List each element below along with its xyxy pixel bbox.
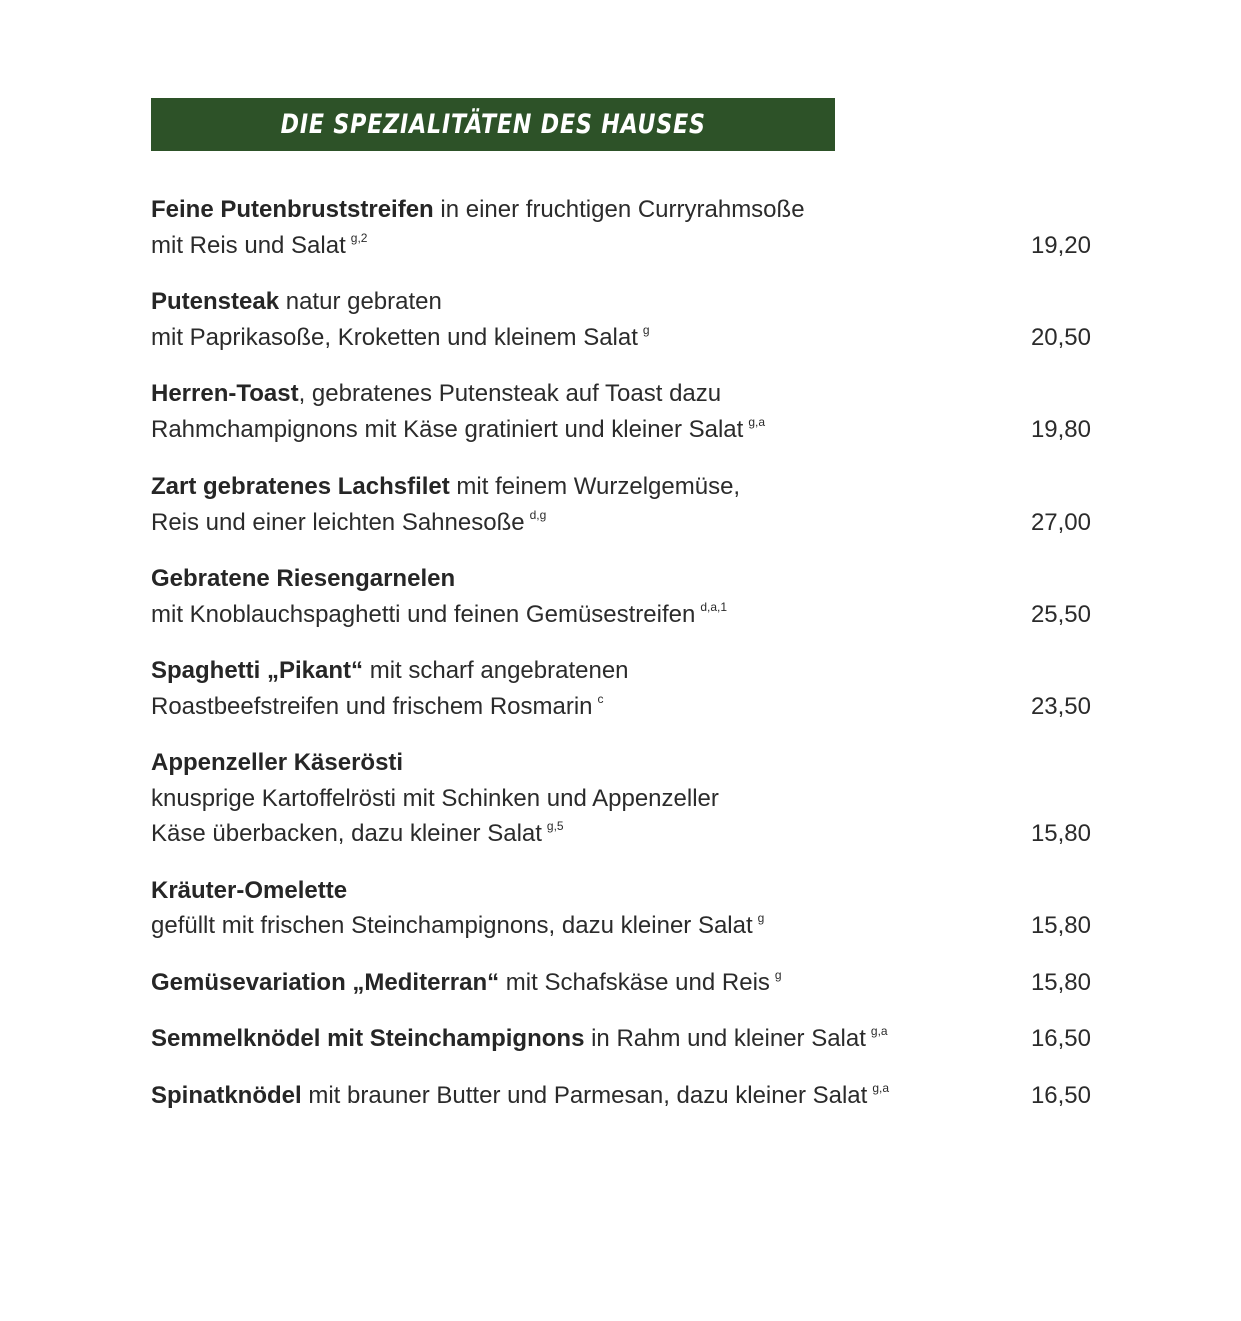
dish-name: Feine Putenbruststreifen xyxy=(151,196,434,223)
allergen-codes: d,g xyxy=(529,507,547,522)
allergen-codes: d,a,1 xyxy=(700,599,728,614)
dish-price: 27,00 xyxy=(1030,508,1091,536)
menu-item xyxy=(151,653,1091,724)
dish-description: mit feinem Wurzelgemüse, xyxy=(449,473,741,500)
allergen-codes: g xyxy=(774,967,782,982)
dish-price: 15,80 xyxy=(1030,912,1091,939)
menu-item xyxy=(151,192,1091,263)
allergen-codes: g,2 xyxy=(350,230,368,245)
dish-name: Gemüsevariation „Mediterran“ xyxy=(151,968,500,996)
menu-item xyxy=(151,284,1091,355)
dish-price: 16,50 xyxy=(1030,1081,1091,1109)
dish-description: , gebratenes Putensteak auf Toast dazu xyxy=(298,380,722,407)
dish-description: knusprige Kartoffelrösti mit Schinken und Appenzeller xyxy=(151,784,719,812)
menu-item xyxy=(151,745,1091,852)
dish-name: Gebratene Riesengarnelen xyxy=(151,565,456,592)
dish-price: 15,80 xyxy=(1030,968,1091,996)
dish-description: in Rahm und kleiner Salat xyxy=(584,1025,866,1052)
dish-price: 25,50 xyxy=(1030,600,1091,628)
menu-item xyxy=(151,469,1091,540)
dish-price: 15,80 xyxy=(1030,820,1091,847)
dish-price: 20,50 xyxy=(1030,323,1091,351)
dish-name: Spinatknödel xyxy=(151,1081,302,1109)
menu-item xyxy=(151,376,1091,447)
section-header-banner xyxy=(151,98,835,151)
dish-description: mit Reis und Salat xyxy=(151,231,346,259)
dish-name: Semmelknödel mit Steinchampignons xyxy=(151,1025,585,1052)
dish-name: Zart gebratenes Lachsfilet xyxy=(151,473,450,500)
section-title: DIE SPEZIALITÄTEN DES HAUSES xyxy=(280,109,706,140)
dish-name: Spaghetti „Pikant“ xyxy=(151,657,364,684)
allergen-codes: c xyxy=(597,691,604,706)
dish-description: Reis und einer leichten Sahnesoße xyxy=(151,508,525,536)
dish-name: Herren-Toast xyxy=(151,380,299,407)
dish-description: Käse überbacken, dazu kleiner Salat xyxy=(151,820,542,847)
menu-item xyxy=(151,1021,1091,1057)
dish-description: in einer fruchtigen Curryrahmsoße xyxy=(433,196,805,223)
dish-description: gefüllt mit frischen Steinchampignons, dazu kleiner Salat xyxy=(151,912,753,939)
allergen-codes: g xyxy=(642,322,650,337)
dish-name: Appenzeller Käserösti xyxy=(151,749,404,776)
dish-name: Kräuter-Omelette xyxy=(151,876,348,904)
menu-item xyxy=(151,965,1091,1001)
allergen-codes: g,5 xyxy=(546,819,564,833)
dish-description: Roastbeefstreifen und frischem Rosmarin xyxy=(151,692,593,720)
allergen-codes: g,a xyxy=(872,1080,890,1095)
dish-price: 16,50 xyxy=(1030,1025,1091,1052)
dish-price: 19,80 xyxy=(1030,415,1091,443)
dish-name: Putensteak xyxy=(151,288,280,315)
dish-price: 23,50 xyxy=(1030,692,1091,720)
menu-item xyxy=(151,561,1091,632)
menu-item xyxy=(151,873,1091,944)
dish-description: Rahmchampignons mit Käse gratiniert und kleiner Salat xyxy=(151,415,744,443)
menu-list xyxy=(151,192,1091,1113)
allergen-codes: g,a xyxy=(870,1024,888,1038)
dish-description: mit scharf angebratenen xyxy=(363,657,629,684)
allergen-codes: g,a xyxy=(748,414,765,429)
menu-item xyxy=(151,1078,1091,1114)
dish-description: mit Knoblauchspaghetti und feinen Gemüsestreifen xyxy=(151,600,696,628)
dish-price: 19,20 xyxy=(1030,231,1091,259)
allergen-codes: g xyxy=(757,911,765,925)
dish-description: natur gebraten xyxy=(279,288,442,315)
dish-description: mit Schafskäse und Reis xyxy=(499,968,770,996)
dish-description: mit brauner Butter und Parmesan, dazu kleiner Salat xyxy=(301,1081,868,1109)
dish-description: mit Paprikasoße, Kroketten und kleinem Salat xyxy=(151,323,638,351)
